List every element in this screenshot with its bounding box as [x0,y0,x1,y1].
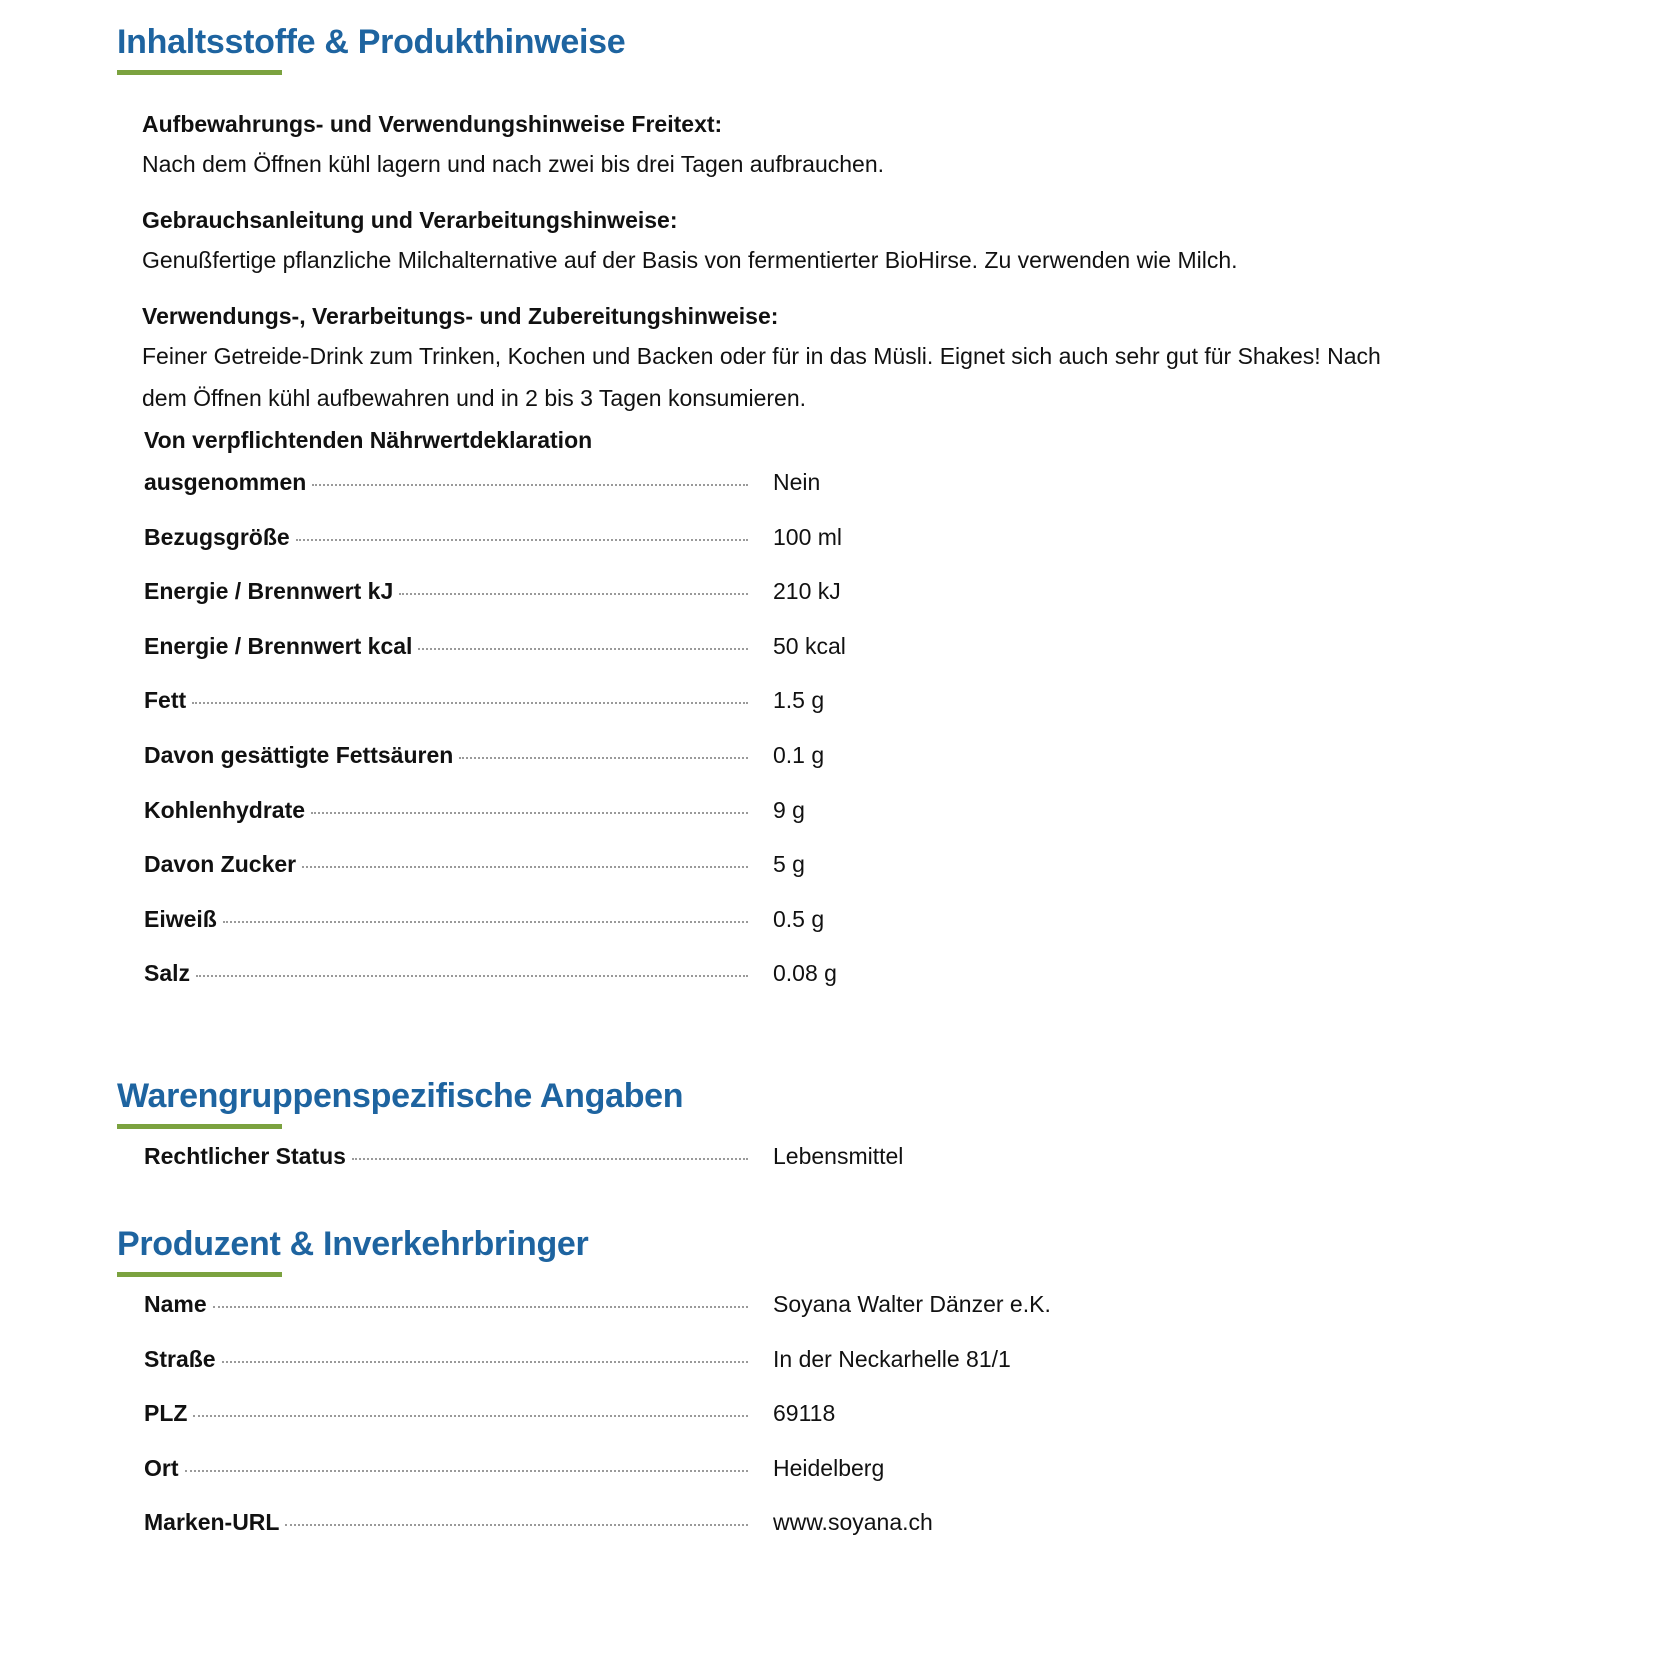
row-label: Fett [144,687,187,714]
row-label: Straße [144,1345,216,1372]
row-value: Soyana Walter Dänzer e.K. [773,1291,1051,1317]
row-label: Ort [144,1454,179,1481]
title-underline [117,1272,282,1277]
row-label: Rechtlicher Status [144,1143,346,1169]
product-group-table [144,1143,1344,1198]
row-value: 50 kcal [773,632,846,659]
preparation-note [142,301,1417,419]
table-row [144,960,1344,1015]
dot-leader [418,647,748,650]
row-value: 5 g [773,851,805,878]
dot-leader [193,1414,748,1417]
row-value: 0.5 g [773,905,825,932]
row-label: Eiweiß [144,905,217,932]
dot-leader [185,1469,749,1472]
row-value: 69118 [773,1400,836,1427]
note-label: Aufbewahrungs- und Verwendungshinweise Freitext: [142,111,723,137]
row-value: 0.08 g [773,960,837,987]
title-underline [117,1124,282,1129]
dot-leader [213,1305,748,1308]
table-row [144,1346,1344,1401]
dot-leader [192,701,748,704]
row-label: Name [144,1291,207,1317]
dot-leader [302,865,748,868]
row-label: Davon Zucker [144,851,297,878]
storage-note [142,109,1417,185]
producer-table [144,1291,1344,1564]
row-label: Marken-URL [144,1509,280,1536]
section-title-ingredients: Inhaltsstoffe & Produkthinweise [117,23,626,61]
table-row [144,578,1344,633]
table-row [144,687,1344,742]
row-value: Nein [773,469,821,495]
row-value: 0.1 g [773,741,825,768]
section-title-product-group: Warengruppenspezifische Angaben [117,1077,684,1115]
note-text: Feiner Getreide-Drink zum Trinken, Kochen und Backen oder für in das Müsli. Eignet sich auch sehr gut für Shakes! Nach dem Öffnen kühl aufbewahren und in 2 bis 3 Tagen konsumieren. [142,343,1381,411]
table-row [144,1143,1344,1198]
nutrition-heading: Von verpflichtenden Nährwertdeklaration [144,427,593,453]
dot-leader [311,811,748,814]
row-label: Davon gesättigte Fettsäuren [144,741,454,768]
dot-leader [222,1360,748,1363]
note-label: Verwendungs-, Verarbeitungs- und Zubereitungshinweise: [142,303,779,329]
dot-leader [285,1523,748,1526]
title-underline [117,70,282,75]
note-label: Gebrauchsanleitung und Verarbeitungshinweise: [142,207,678,233]
dot-leader [352,1157,748,1160]
row-label: PLZ [144,1400,188,1427]
usage-note [142,205,1417,281]
table-row [144,1509,1344,1564]
row-label: ausgenommen [144,469,307,495]
nutrition-table [144,469,1344,1015]
row-value: 210 kJ [773,578,841,605]
row-value: 1.5 g [773,687,825,714]
row-value: Heidelberg [773,1454,885,1481]
ingredients-section [117,20,1417,1015]
row-value: 100 ml [773,523,843,550]
dot-leader [223,920,748,923]
dot-leader [459,756,748,759]
table-row [144,524,1344,579]
note-text: Genußfertige pflanzliche Milchalternative auf der Basis von fermentierter BioHirse. Zu verwenden wie Milch. [142,247,1238,273]
brand-url-link[interactable]: www.soyana.ch [773,1509,933,1536]
row-label: Energie / Brennwert kcal [144,632,413,659]
dot-leader [312,483,748,486]
dot-leader [196,974,748,977]
row-label: Salz [144,960,191,987]
producer-section [117,1222,1417,1564]
row-value: In der Neckarhelle 81/1 [773,1345,1011,1372]
row-label: Bezugsgröße [144,523,290,550]
table-row [144,633,1344,688]
table-row [144,797,1344,852]
row-value: Lebensmittel [773,1143,904,1169]
row-label: Energie / Brennwert kJ [144,578,394,605]
table-row [144,742,1344,797]
table-row [144,469,1344,524]
row-label: Kohlenhydrate [144,796,306,823]
table-row [144,1291,1344,1346]
dot-leader [296,538,748,541]
dot-leader [399,592,748,595]
table-row [144,1400,1344,1455]
table-row [144,1455,1344,1510]
note-text: Nach dem Öffnen kühl lagern und nach zwei bis drei Tagen aufbrauchen. [142,151,885,177]
section-title-producer: Produzent & Inverkehrbringer [117,1225,589,1263]
row-value: 9 g [773,796,805,823]
product-group-section [117,1074,1417,1198]
table-row [144,906,1344,961]
table-row [144,851,1344,906]
